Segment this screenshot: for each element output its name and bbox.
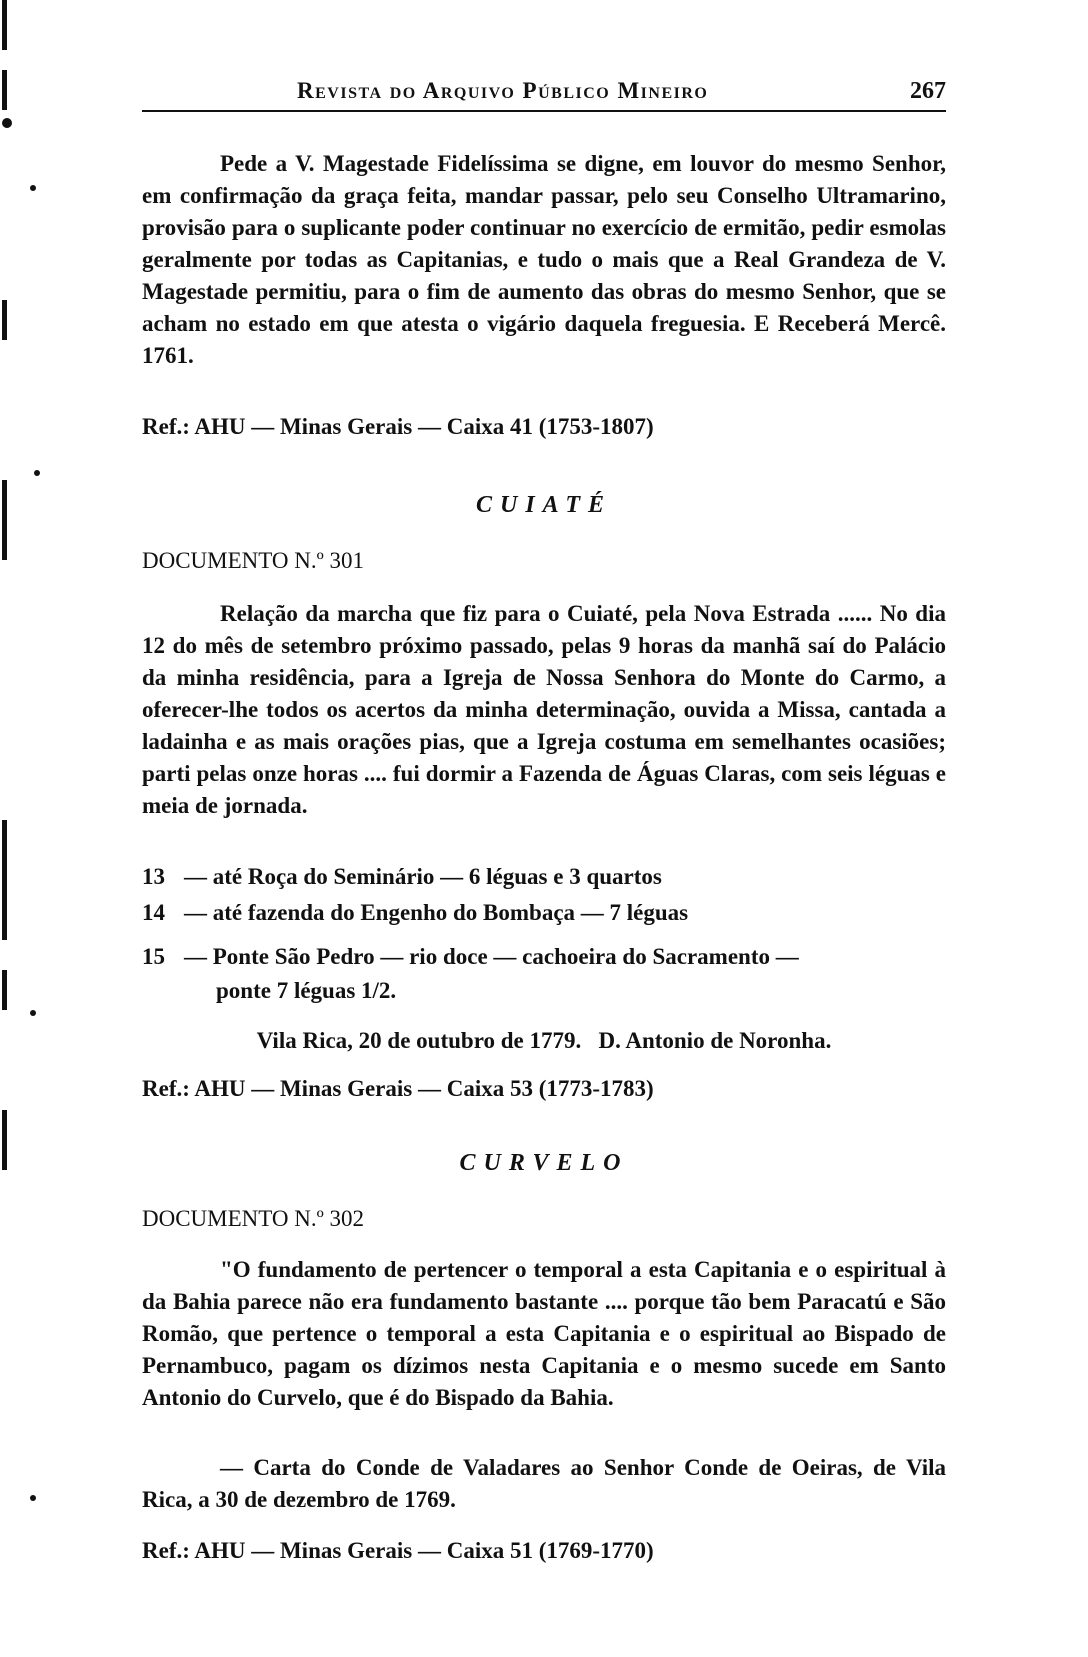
itinerary-line — [142, 864, 946, 890]
document-paragraph: Relação da marcha que fiz para o Cuiaté, pela Nova Estrada ...... No dia 12 do mês de setembro próximo passado, pelas 9 horas da manhã saí do Palácio da minha residência, para a Igreja de Nossa Senhora do Monte do Carmo, a oferecer-lhe todos os acertos da minha determinação, ouvida a Missa, cantada a ladainha e as mais orações pias, que a Igreja costuma em semelhantes ocasiões; parti pelas onze horas .... fui dormir a Fazenda de Águas Claras, com seis léguas e meia de jornada. — [142, 601, 946, 818]
scan-dot — [30, 1010, 36, 1016]
itinerary-line — [142, 944, 946, 970]
scan-dot — [2, 118, 12, 128]
document-number: DOCUMENTO N.º 302 — [142, 1206, 365, 1231]
intro-paragraph: Pede a V. Magestade Fidelíssima se digne, em louvor do mesmo Senhor, em confirmação da graça feita, mandar passar, pelo seu Conselho Ultramarino, provisão para o suplicante poder continuar no exercício de ermitão, pedir esmolas geralmente por todas as Capitanias, e tudo o mais que a Real Grandeza de V. Magestade permitiu, para o fim de aumento das obras do mesmo Senhor, que se acham no estado em que atesta o vigário daquela freguesia. E Receberá Mercê. 1761. — [142, 151, 946, 368]
section-title: CURVELO — [459, 1150, 629, 1176]
itinerary-day: 15 — [142, 944, 165, 969]
signature-line: Vila Rica, 20 de outubro de 1779. D. Antonio de Noronha. — [256, 1028, 832, 1053]
running-title: Revista do Arquivo Público Mineiro — [297, 78, 709, 103]
section-title: CUIATÉ — [475, 492, 613, 518]
reference-line: Ref.: AHU — Minas Gerais — Caixa 41 (1753-1807) — [142, 414, 654, 439]
scan-dot — [30, 185, 36, 191]
itinerary-text: — até fazenda do Engenho do Bombaça — 7 léguas — [184, 900, 689, 925]
itinerary-text: — até Roça do Seminário — 6 léguas e 3 quartos — [184, 864, 662, 889]
scan-edge-mark — [2, 300, 7, 340]
scan-dot — [30, 1495, 36, 1501]
itinerary-line — [142, 900, 946, 926]
itinerary-day: 14 — [142, 900, 165, 925]
page-header — [142, 70, 946, 112]
itinerary-continuation: ponte 7 léguas 1/2. — [216, 978, 397, 1003]
scan-edge-mark — [2, 70, 7, 110]
document-number: DOCUMENTO N.º 301 — [142, 548, 365, 573]
source-paragraph: — Carta do Conde de Valadares ao Senhor Conde de Oeiras, de Vila Rica, a 30 de dezembro de 1769. — [142, 1455, 946, 1512]
reference-line: Ref.: AHU — Minas Gerais — Caixa 51 (1769-1770) — [142, 1538, 654, 1563]
scan-edge-mark — [2, 0, 7, 50]
scan-dot — [34, 470, 40, 476]
scan-edge-mark — [2, 970, 7, 1010]
page-number: 267 — [910, 78, 946, 104]
itinerary-day: 13 — [142, 864, 165, 889]
itinerary-text: — Ponte São Pedro — rio doce — cachoeira do Sacramento — — [184, 944, 799, 969]
reference-line: Ref.: AHU — Minas Gerais — Caixa 53 (1773-1783) — [142, 1076, 654, 1101]
scan-edge-mark — [2, 820, 7, 940]
quoted-paragraph: "O fundamento de pertencer o temporal a esta Capitania e o espiritual à da Bahia parece não era fundamento bastante .... porque tão bem Paracatú e São Romão, que pertence o temporal a esta Capitania e o espiritual ao Bispado de Pernambuco, pagam os dízimos nesta Capitania e o mesmo sucede em Santo Antonio do Curvelo, que é do Bispado da Bahia. — [142, 1257, 946, 1410]
